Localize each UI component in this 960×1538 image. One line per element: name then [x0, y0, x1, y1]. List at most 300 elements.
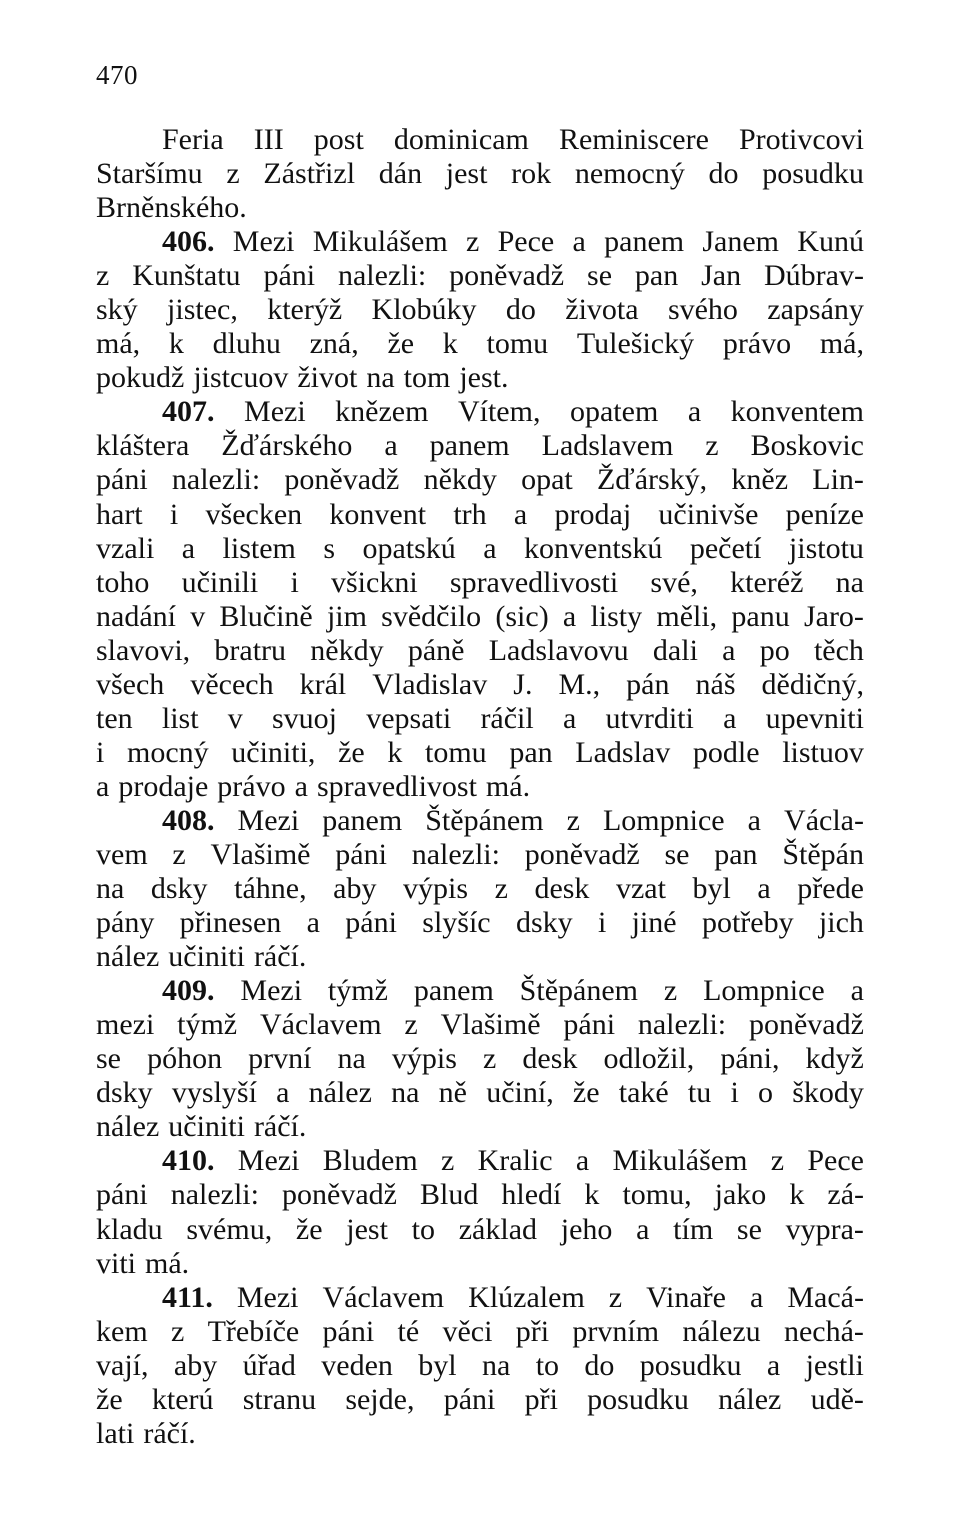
text-line — [96, 1144, 864, 1178]
text-line — [96, 327, 864, 361]
word: a — [384, 429, 398, 463]
word: se — [736, 1212, 762, 1246]
word: lati — [96, 1416, 135, 1450]
word: pan — [714, 837, 758, 871]
text-line — [96, 804, 864, 838]
word: tím — [673, 1212, 714, 1246]
word: (sic) — [495, 599, 549, 633]
word: po — [759, 633, 790, 667]
word: a — [572, 225, 586, 259]
word: z — [172, 837, 186, 871]
word: své, — [650, 565, 698, 599]
word: té — [397, 1314, 420, 1348]
word: odložil, — [603, 1042, 695, 1076]
word: M., — [558, 667, 601, 701]
word: poněvadž — [524, 837, 640, 871]
word: dsky — [515, 906, 573, 940]
word: přede — [797, 872, 864, 906]
word: panem — [322, 803, 403, 837]
word: i — [597, 906, 607, 940]
word: Blučině — [219, 599, 313, 633]
word: Štěpánem — [425, 803, 544, 837]
word: a — [483, 531, 497, 565]
word: Jaro- — [803, 599, 864, 633]
word: konventskú — [524, 531, 663, 565]
word: v — [227, 701, 243, 735]
word: všecken — [205, 497, 303, 531]
text-line — [96, 1417, 864, 1451]
text-line — [96, 463, 864, 497]
word: Kunštatu — [132, 259, 241, 293]
word: páni — [322, 1314, 375, 1348]
word: toho — [96, 565, 150, 599]
word: slyšíc — [422, 906, 491, 940]
word: na — [366, 361, 395, 395]
word: a — [181, 531, 196, 565]
word: ráčí. — [143, 1416, 196, 1450]
word: učinivše — [658, 497, 759, 531]
word: hledí — [501, 1178, 562, 1212]
word: týmž — [177, 1008, 238, 1042]
word: svého — [667, 293, 738, 327]
word: k — [442, 327, 458, 361]
word: a — [723, 701, 737, 735]
word: Brněnského. — [96, 191, 247, 225]
word: utvrditi — [605, 701, 694, 735]
word: páně — [407, 633, 465, 667]
text-line — [96, 225, 864, 259]
word: i — [290, 565, 299, 599]
word: stranu — [242, 1382, 317, 1416]
word: jako — [714, 1178, 767, 1212]
word: mezi — [96, 1008, 155, 1042]
text-line — [96, 498, 864, 532]
word: panem — [413, 974, 494, 1008]
text-line — [96, 1178, 864, 1212]
word: hart — [96, 497, 143, 531]
word: na — [482, 1348, 511, 1382]
word: má. — [145, 1246, 190, 1280]
word: nález — [308, 1076, 372, 1110]
text-line — [96, 157, 864, 191]
word: to — [535, 1348, 560, 1382]
word: Lin- — [812, 463, 864, 497]
word: spravedlivosti — [449, 565, 619, 599]
word: vzat — [615, 872, 666, 906]
word: Václavem — [322, 1280, 445, 1314]
word: i — [169, 497, 179, 531]
word: peníze — [785, 497, 864, 531]
word: pan — [509, 735, 553, 769]
word: opatskú — [362, 531, 456, 565]
word: má. — [485, 769, 531, 803]
word: slavovi, — [96, 633, 191, 667]
word: týmž — [327, 974, 388, 1008]
word: opat — [521, 463, 573, 497]
word: tomu, — [622, 1178, 692, 1212]
word: potřeby — [701, 906, 794, 940]
word: do — [708, 157, 739, 191]
word: ně — [438, 1076, 467, 1110]
word: a — [850, 974, 864, 1008]
word: páni, — [720, 1042, 780, 1076]
word: a — [294, 769, 308, 803]
text-line — [96, 191, 864, 225]
word: vzali — [96, 531, 155, 565]
word: Václavem — [259, 1008, 382, 1042]
word: nalezli: — [170, 1178, 259, 1212]
word: Mezi — [237, 803, 300, 837]
word: Kunú — [797, 225, 864, 259]
word: a — [757, 872, 771, 906]
word: Klúzalem — [468, 1280, 585, 1314]
word: nalezli: — [411, 837, 500, 871]
word: z — [608, 1280, 623, 1314]
word: tom — [403, 361, 451, 395]
word: při — [524, 1382, 558, 1416]
word: z — [566, 803, 580, 837]
word: Blud — [420, 1178, 479, 1212]
text-line — [96, 1110, 864, 1144]
word: páni — [96, 1178, 148, 1212]
word: páni — [443, 1382, 496, 1416]
word: pány — [96, 906, 155, 940]
text-line — [96, 1213, 864, 1247]
word: učiniti, — [231, 735, 316, 769]
word: dědičný, — [761, 667, 864, 701]
word: bratru — [214, 633, 287, 667]
word: jeho — [560, 1212, 613, 1246]
word: kem — [96, 1314, 148, 1348]
word: poněvadž — [284, 463, 400, 497]
word: a — [766, 1348, 781, 1382]
word: a — [513, 497, 528, 531]
word: vají, — [96, 1348, 149, 1382]
word: někdy — [310, 633, 384, 667]
word: Mikulášem — [312, 225, 448, 259]
word: Třebíče — [207, 1314, 300, 1348]
word: při — [515, 1314, 550, 1348]
word: jistec, — [167, 293, 238, 327]
word: Ladslavovu — [488, 633, 629, 667]
word: Ladslavem — [541, 429, 674, 463]
word: dán — [378, 157, 423, 191]
word: základ — [458, 1212, 538, 1246]
word: poněvadž — [449, 259, 565, 293]
word: vem — [96, 837, 148, 871]
word: opatem — [569, 395, 659, 429]
word: jich — [818, 906, 864, 940]
paragraph-number: 411. — [162, 1280, 213, 1314]
word: zapsány — [767, 293, 864, 327]
word: Zástřizl — [263, 157, 356, 191]
text-line — [96, 634, 864, 668]
paragraph-number: 409. — [162, 974, 215, 1008]
word: svědčilo — [381, 599, 482, 633]
word: když — [805, 1042, 864, 1076]
word: nález — [96, 940, 160, 974]
word: na — [337, 1042, 366, 1076]
word: páni — [263, 259, 316, 293]
word: má, — [819, 327, 864, 361]
text-line — [96, 974, 864, 1008]
word: Vlašimě — [440, 1008, 541, 1042]
word: náš — [695, 667, 736, 701]
word: ský — [96, 293, 138, 327]
text-line — [96, 736, 864, 770]
word: z — [770, 1144, 785, 1178]
word: Lompnice — [703, 974, 825, 1008]
word: Bludem — [322, 1144, 418, 1178]
paragraph-number: 410. — [162, 1144, 215, 1178]
word: dominicam — [393, 123, 529, 156]
word: upevniti — [765, 701, 864, 735]
word: na — [835, 565, 864, 599]
word: z — [170, 1314, 185, 1348]
word: ten — [96, 701, 133, 735]
word: Pece — [807, 1144, 864, 1178]
word: pečetí — [689, 531, 762, 565]
word: všickni — [331, 565, 418, 599]
word: post — [313, 123, 364, 156]
word: jest. — [459, 361, 509, 395]
word: posudku — [639, 1348, 742, 1382]
word: na — [96, 872, 125, 906]
word: a — [722, 633, 736, 667]
word: že — [387, 327, 415, 361]
word: Mezi — [244, 395, 306, 429]
word: kláštera — [96, 429, 190, 463]
word: nadání — [96, 599, 176, 633]
word: list — [161, 701, 199, 735]
word: všech — [96, 667, 165, 701]
word: z — [705, 429, 719, 463]
word: aby — [173, 1348, 218, 1382]
word: póhon — [147, 1042, 223, 1076]
word: Protivcovi — [738, 123, 864, 156]
word: kladu — [96, 1212, 163, 1246]
text-line — [96, 1315, 864, 1349]
page-text — [96, 123, 864, 1451]
word: panem — [429, 429, 510, 463]
word: k — [387, 735, 403, 769]
word: nalezli: — [637, 1008, 727, 1042]
word: a — [636, 1212, 650, 1246]
word: jim — [326, 599, 367, 633]
text-line — [96, 1247, 864, 1281]
text-line — [96, 1383, 864, 1417]
word: i — [96, 735, 105, 769]
word: dluhu — [212, 327, 281, 361]
text-line — [96, 600, 864, 634]
word: Boskovic — [750, 429, 864, 463]
word: Štěpánem — [519, 974, 638, 1008]
word: a — [687, 395, 702, 429]
text-line — [96, 259, 864, 293]
word: sejde, — [345, 1382, 415, 1416]
word: Klobúky — [371, 293, 477, 327]
word: jestli — [805, 1348, 864, 1382]
word: konvent — [329, 497, 427, 531]
word: vepsati — [366, 701, 452, 735]
word: Ladslav — [575, 735, 671, 769]
word: přinesen — [179, 906, 282, 940]
text-line — [96, 566, 864, 600]
word: poněvadž — [282, 1178, 397, 1212]
page-number: 470 — [96, 60, 138, 90]
word: pán — [626, 667, 670, 701]
word: podle — [692, 735, 760, 769]
word: pan — [634, 259, 679, 293]
text-line — [96, 123, 864, 157]
paragraph-number: 406. — [162, 225, 215, 259]
text-line — [96, 770, 864, 804]
word: vypra- — [785, 1212, 864, 1246]
word: nalezli: — [171, 463, 261, 497]
word: kteréž — [730, 565, 804, 599]
text-line — [96, 906, 864, 940]
word: z — [96, 259, 110, 293]
word: listy — [590, 599, 643, 633]
word: J. — [513, 667, 533, 701]
word: tu — [687, 1076, 712, 1110]
word: že — [572, 1076, 600, 1110]
word: první — [248, 1042, 312, 1076]
word: a — [306, 906, 320, 940]
word: viti — [96, 1246, 137, 1280]
word: a — [747, 803, 761, 837]
word: dali — [652, 633, 698, 667]
text-line — [96, 429, 864, 463]
word: i — [730, 1076, 739, 1110]
word: Staršímu — [96, 157, 203, 191]
word: Mezi — [240, 974, 303, 1008]
word: posudku — [587, 1382, 689, 1416]
paragraph-number: 407. — [162, 395, 215, 429]
word: do — [505, 293, 536, 327]
word: knězem — [335, 395, 429, 429]
word: Tulešický — [576, 327, 695, 361]
text-line — [96, 532, 864, 566]
word: ráčí. — [253, 1110, 307, 1144]
word: Žďárského — [221, 429, 353, 463]
word: Dúbrav- — [764, 259, 864, 293]
word: nechá- — [783, 1314, 864, 1348]
text-line — [96, 702, 864, 736]
word: Mezi — [236, 1280, 299, 1314]
word: panu — [731, 599, 790, 633]
word: prvním — [572, 1314, 660, 1348]
word: Janem — [702, 225, 780, 259]
text-line — [96, 1281, 864, 1315]
word: se — [96, 1042, 121, 1076]
word: a — [562, 701, 577, 735]
word: konventem — [730, 395, 864, 429]
word: posudku — [762, 157, 864, 191]
word: svému, — [186, 1212, 273, 1246]
text-line — [96, 1349, 864, 1383]
word: rok — [511, 157, 552, 191]
word: že — [96, 1382, 123, 1416]
word: Vlašimě — [210, 837, 311, 871]
word: učiniti — [168, 940, 245, 974]
word: Václa- — [784, 803, 864, 837]
word: Vladislav — [372, 667, 488, 701]
word: z — [494, 872, 508, 906]
word: těch — [813, 633, 864, 667]
word: nemocný — [574, 157, 685, 191]
word: z — [482, 1042, 497, 1076]
word: a — [276, 1076, 290, 1110]
word: že — [338, 735, 365, 769]
word: páni — [563, 1008, 616, 1042]
word: z — [465, 225, 480, 259]
word: Mezi — [237, 1144, 300, 1178]
word: měli, — [656, 599, 718, 633]
word: Vinaře — [646, 1280, 726, 1314]
word: III — [253, 123, 284, 156]
word: má, — [96, 327, 141, 361]
word: Reminiscere — [558, 123, 709, 156]
word: listem — [222, 531, 296, 565]
word: nález — [718, 1382, 782, 1416]
word: kterýž — [267, 293, 343, 327]
word: Mikulášem — [612, 1144, 748, 1178]
word: páni — [96, 463, 148, 497]
word: právo — [217, 769, 286, 803]
text-line — [96, 1042, 864, 1076]
word: z — [226, 157, 240, 191]
word: Vítem, — [457, 395, 541, 429]
word: desk — [522, 1042, 578, 1076]
word: spravedlivost — [316, 769, 477, 803]
text-line — [96, 361, 864, 395]
word: na — [391, 1076, 420, 1110]
word: nálezu — [682, 1314, 761, 1348]
word: pokudž — [96, 361, 185, 395]
word: mocný — [126, 735, 209, 769]
word: učiniti — [168, 1110, 245, 1144]
word: táhne, — [234, 872, 307, 906]
word: z — [663, 974, 678, 1008]
word: jiné — [631, 906, 677, 940]
word: se — [664, 837, 690, 871]
word: tomu — [486, 327, 549, 361]
word: se — [587, 259, 613, 293]
text-line — [96, 838, 864, 872]
word: poněvadž — [748, 1008, 864, 1042]
word: Pece — [497, 225, 555, 259]
word: to — [411, 1212, 436, 1246]
word: s — [323, 531, 336, 565]
word: byl — [692, 872, 731, 906]
word: veden — [321, 1348, 393, 1382]
word: ráčil — [480, 701, 534, 735]
word: Feria — [162, 123, 224, 156]
word: jest — [346, 1212, 388, 1246]
word: právo — [722, 327, 792, 361]
text-line — [96, 1076, 864, 1110]
word: Lompnice — [602, 803, 725, 837]
word: panem — [604, 225, 685, 259]
text-line — [96, 668, 864, 702]
word: výpis — [391, 1042, 457, 1076]
word: Mezi — [232, 225, 295, 259]
word: dsky — [150, 872, 208, 906]
word: nález — [96, 1110, 160, 1144]
word: kterú — [151, 1382, 214, 1416]
word: vyslyší — [171, 1076, 257, 1110]
